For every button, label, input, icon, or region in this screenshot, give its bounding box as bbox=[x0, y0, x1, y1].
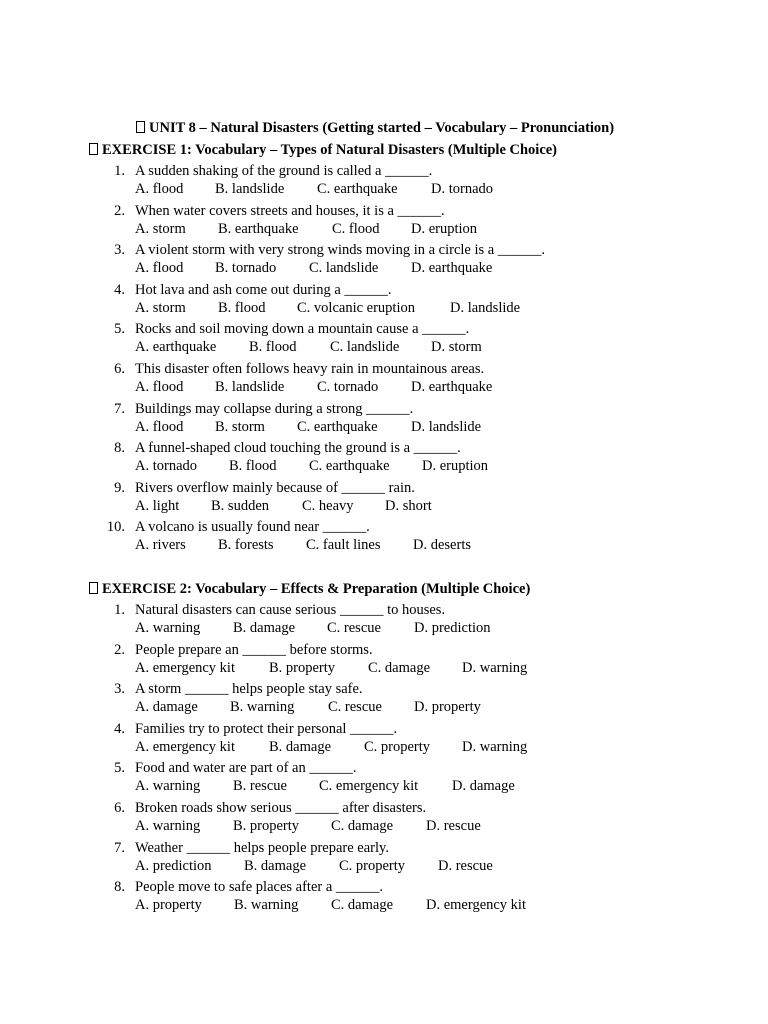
answer-option: B. damage bbox=[244, 857, 307, 874]
answer-option: D. prediction bbox=[414, 620, 491, 636]
question-text: Food and water are part of an ______. bbox=[135, 760, 357, 777]
answer-option: D. storm bbox=[431, 339, 482, 356]
answer-option: D. tornado bbox=[431, 181, 494, 197]
question-text: Buildings may collapse during a strong ______. bbox=[135, 400, 414, 417]
question-text: People prepare an ______ before storms. bbox=[135, 641, 373, 658]
answer-option: A. flood bbox=[135, 181, 184, 197]
answer-option: D. landslide bbox=[411, 418, 482, 435]
question-number: 2. bbox=[114, 202, 125, 219]
answer-option: B. landslide bbox=[215, 378, 285, 395]
answer-option: C. volcanic eruption bbox=[297, 299, 415, 316]
answer-option: B. earthquake bbox=[218, 220, 299, 237]
checkbox-icon bbox=[89, 143, 98, 155]
question-number: 4. bbox=[114, 281, 125, 298]
answer-option: B. tornado bbox=[215, 260, 277, 277]
answer-option: B. sudden bbox=[211, 497, 269, 514]
answer-option: C. flood bbox=[332, 220, 380, 237]
question-number: 5. bbox=[114, 321, 125, 338]
question-number: 8. bbox=[114, 879, 125, 896]
exercise1-title: EXERCISE 1: Vocabulary – Types of Natural Disasters (Multiple Choice) bbox=[102, 142, 558, 158]
answer-option: A. warning bbox=[135, 817, 201, 834]
question-text: Weather ______ helps people prepare early. bbox=[135, 839, 389, 856]
answer-option: D. rescue bbox=[426, 817, 481, 834]
answer-option: B. damage bbox=[269, 738, 332, 755]
answer-option: C. fault lines bbox=[306, 537, 381, 554]
answer-option: D. property bbox=[414, 699, 481, 716]
answer-option: A. rivers bbox=[135, 537, 186, 554]
answer-option: A. light bbox=[135, 497, 180, 514]
checkbox-icon bbox=[89, 582, 98, 594]
answer-option: B. property bbox=[269, 659, 336, 676]
answer-option: A. flood bbox=[135, 418, 184, 435]
answer-option: C. emergency kit bbox=[319, 778, 419, 795]
answer-option: A. emergency kit bbox=[135, 738, 235, 755]
answer-option: C. landslide bbox=[309, 260, 379, 277]
question-number: 4. bbox=[114, 720, 125, 737]
question-number: 6. bbox=[114, 360, 125, 377]
answer-option: D. eruption bbox=[422, 458, 489, 475]
unit-title-text: UNIT 8 – Natural Disasters (Getting started – Vocabulary – Pronunciation) bbox=[149, 120, 615, 136]
question-text: A violent storm with very strong winds moving in a circle is a ______. bbox=[135, 242, 545, 259]
answer-option: B. damage bbox=[233, 620, 296, 636]
answer-option: D. warning bbox=[462, 738, 528, 755]
answer-option: D. earthquake bbox=[411, 260, 493, 277]
question-number: 2. bbox=[114, 641, 125, 658]
answer-option: B. flood bbox=[218, 299, 266, 316]
answer-option: D. rescue bbox=[438, 857, 493, 874]
answer-option: C. earthquake bbox=[309, 458, 390, 475]
question-text: Families try to protect their personal ______. bbox=[135, 720, 398, 737]
question-text: This disaster often follows heavy rain in mountainous areas. bbox=[135, 360, 485, 377]
exercise2-heading bbox=[89, 580, 530, 598]
answer-option: C. tornado bbox=[317, 378, 379, 395]
answer-option: B. landslide bbox=[215, 181, 285, 197]
answer-option: C. property bbox=[339, 857, 406, 874]
answer-option: B. forests bbox=[218, 537, 274, 554]
answer-option: B. storm bbox=[215, 418, 265, 435]
question-number: 7. bbox=[114, 839, 125, 856]
question-text: A sudden shaking of the ground is called a ______. bbox=[135, 163, 433, 179]
answer-option: C. damage bbox=[368, 659, 431, 676]
answer-option: A. flood bbox=[135, 378, 184, 395]
answer-option: C. landslide bbox=[330, 339, 400, 356]
question-number: 5. bbox=[114, 760, 125, 777]
question-text: Natural disasters can cause serious ______ to houses. bbox=[135, 602, 446, 618]
answer-option: B. warning bbox=[230, 699, 295, 716]
exercise1-heading bbox=[89, 141, 557, 159]
answer-option: C. rescue bbox=[328, 699, 382, 716]
question-text: Rivers overflow mainly because of ______ rain. bbox=[135, 479, 415, 496]
answer-option: D. deserts bbox=[413, 537, 471, 554]
answer-option: C. property bbox=[364, 738, 431, 755]
answer-option: A. flood bbox=[135, 260, 184, 277]
answer-option: A. emergency kit bbox=[135, 659, 235, 676]
answer-option: B. flood bbox=[249, 339, 297, 356]
answer-option: A. earthquake bbox=[135, 339, 217, 356]
question-text: When water covers streets and houses, it is a ______. bbox=[135, 202, 445, 219]
question-number: 1. bbox=[114, 163, 125, 179]
answer-option: C. heavy bbox=[302, 497, 354, 514]
answer-option: B. warning bbox=[234, 897, 299, 914]
question-text: People move to safe places after a ______. bbox=[135, 879, 384, 896]
question-number: 7. bbox=[114, 400, 125, 417]
answer-option: A. prediction bbox=[135, 857, 212, 874]
checkbox-icon bbox=[136, 121, 145, 133]
exercise2-title: EXERCISE 2: Vocabulary – Effects & Preparation (Multiple Choice) bbox=[102, 581, 531, 597]
answer-option: D. landslide bbox=[450, 299, 521, 316]
unit-title bbox=[136, 119, 614, 137]
question-text: A funnel-shaped cloud touching the ground is a ______. bbox=[135, 440, 461, 457]
answer-option: A. warning bbox=[135, 778, 201, 795]
answer-option: C. rescue bbox=[327, 620, 381, 636]
answer-option: D. earthquake bbox=[411, 378, 493, 395]
answer-option: D. damage bbox=[452, 778, 515, 795]
answer-option: B. flood bbox=[229, 458, 277, 475]
answer-option: A. warning bbox=[135, 620, 201, 636]
answer-option: D. short bbox=[385, 497, 432, 514]
question-text: Rocks and soil moving down a mountain cause a ______. bbox=[135, 321, 470, 338]
question-number: 6. bbox=[114, 799, 125, 816]
answer-option: C. earthquake bbox=[297, 418, 378, 435]
answer-option: A. storm bbox=[135, 299, 186, 316]
answer-option: D. warning bbox=[462, 659, 528, 676]
answer-option: D. eruption bbox=[411, 220, 478, 237]
answer-option: B. property bbox=[233, 817, 300, 834]
question-text: A volcano is usually found near ______. bbox=[135, 519, 370, 536]
answer-option: D. emergency kit bbox=[426, 897, 526, 914]
question-text: Broken roads show serious ______ after disasters. bbox=[135, 799, 427, 816]
question-number: 3. bbox=[114, 681, 125, 698]
answer-option: A. property bbox=[135, 897, 202, 914]
question-number: 3. bbox=[114, 242, 125, 259]
question-number: 1. bbox=[114, 602, 125, 618]
question-number: 8. bbox=[114, 440, 125, 457]
question-number: 10. bbox=[106, 519, 125, 536]
answer-option: C. damage bbox=[331, 817, 394, 834]
answer-option: C. earthquake bbox=[317, 181, 398, 197]
question-text: Hot lava and ash come out during a ______. bbox=[135, 281, 392, 298]
answer-option: A. storm bbox=[135, 220, 186, 237]
question-text: A storm ______ helps people stay safe. bbox=[135, 681, 363, 698]
answer-option: A. tornado bbox=[135, 458, 198, 475]
answer-option: B. rescue bbox=[233, 778, 287, 795]
answer-option: C. damage bbox=[331, 897, 394, 914]
answer-option: A. damage bbox=[135, 699, 198, 716]
question-number: 9. bbox=[114, 479, 125, 496]
